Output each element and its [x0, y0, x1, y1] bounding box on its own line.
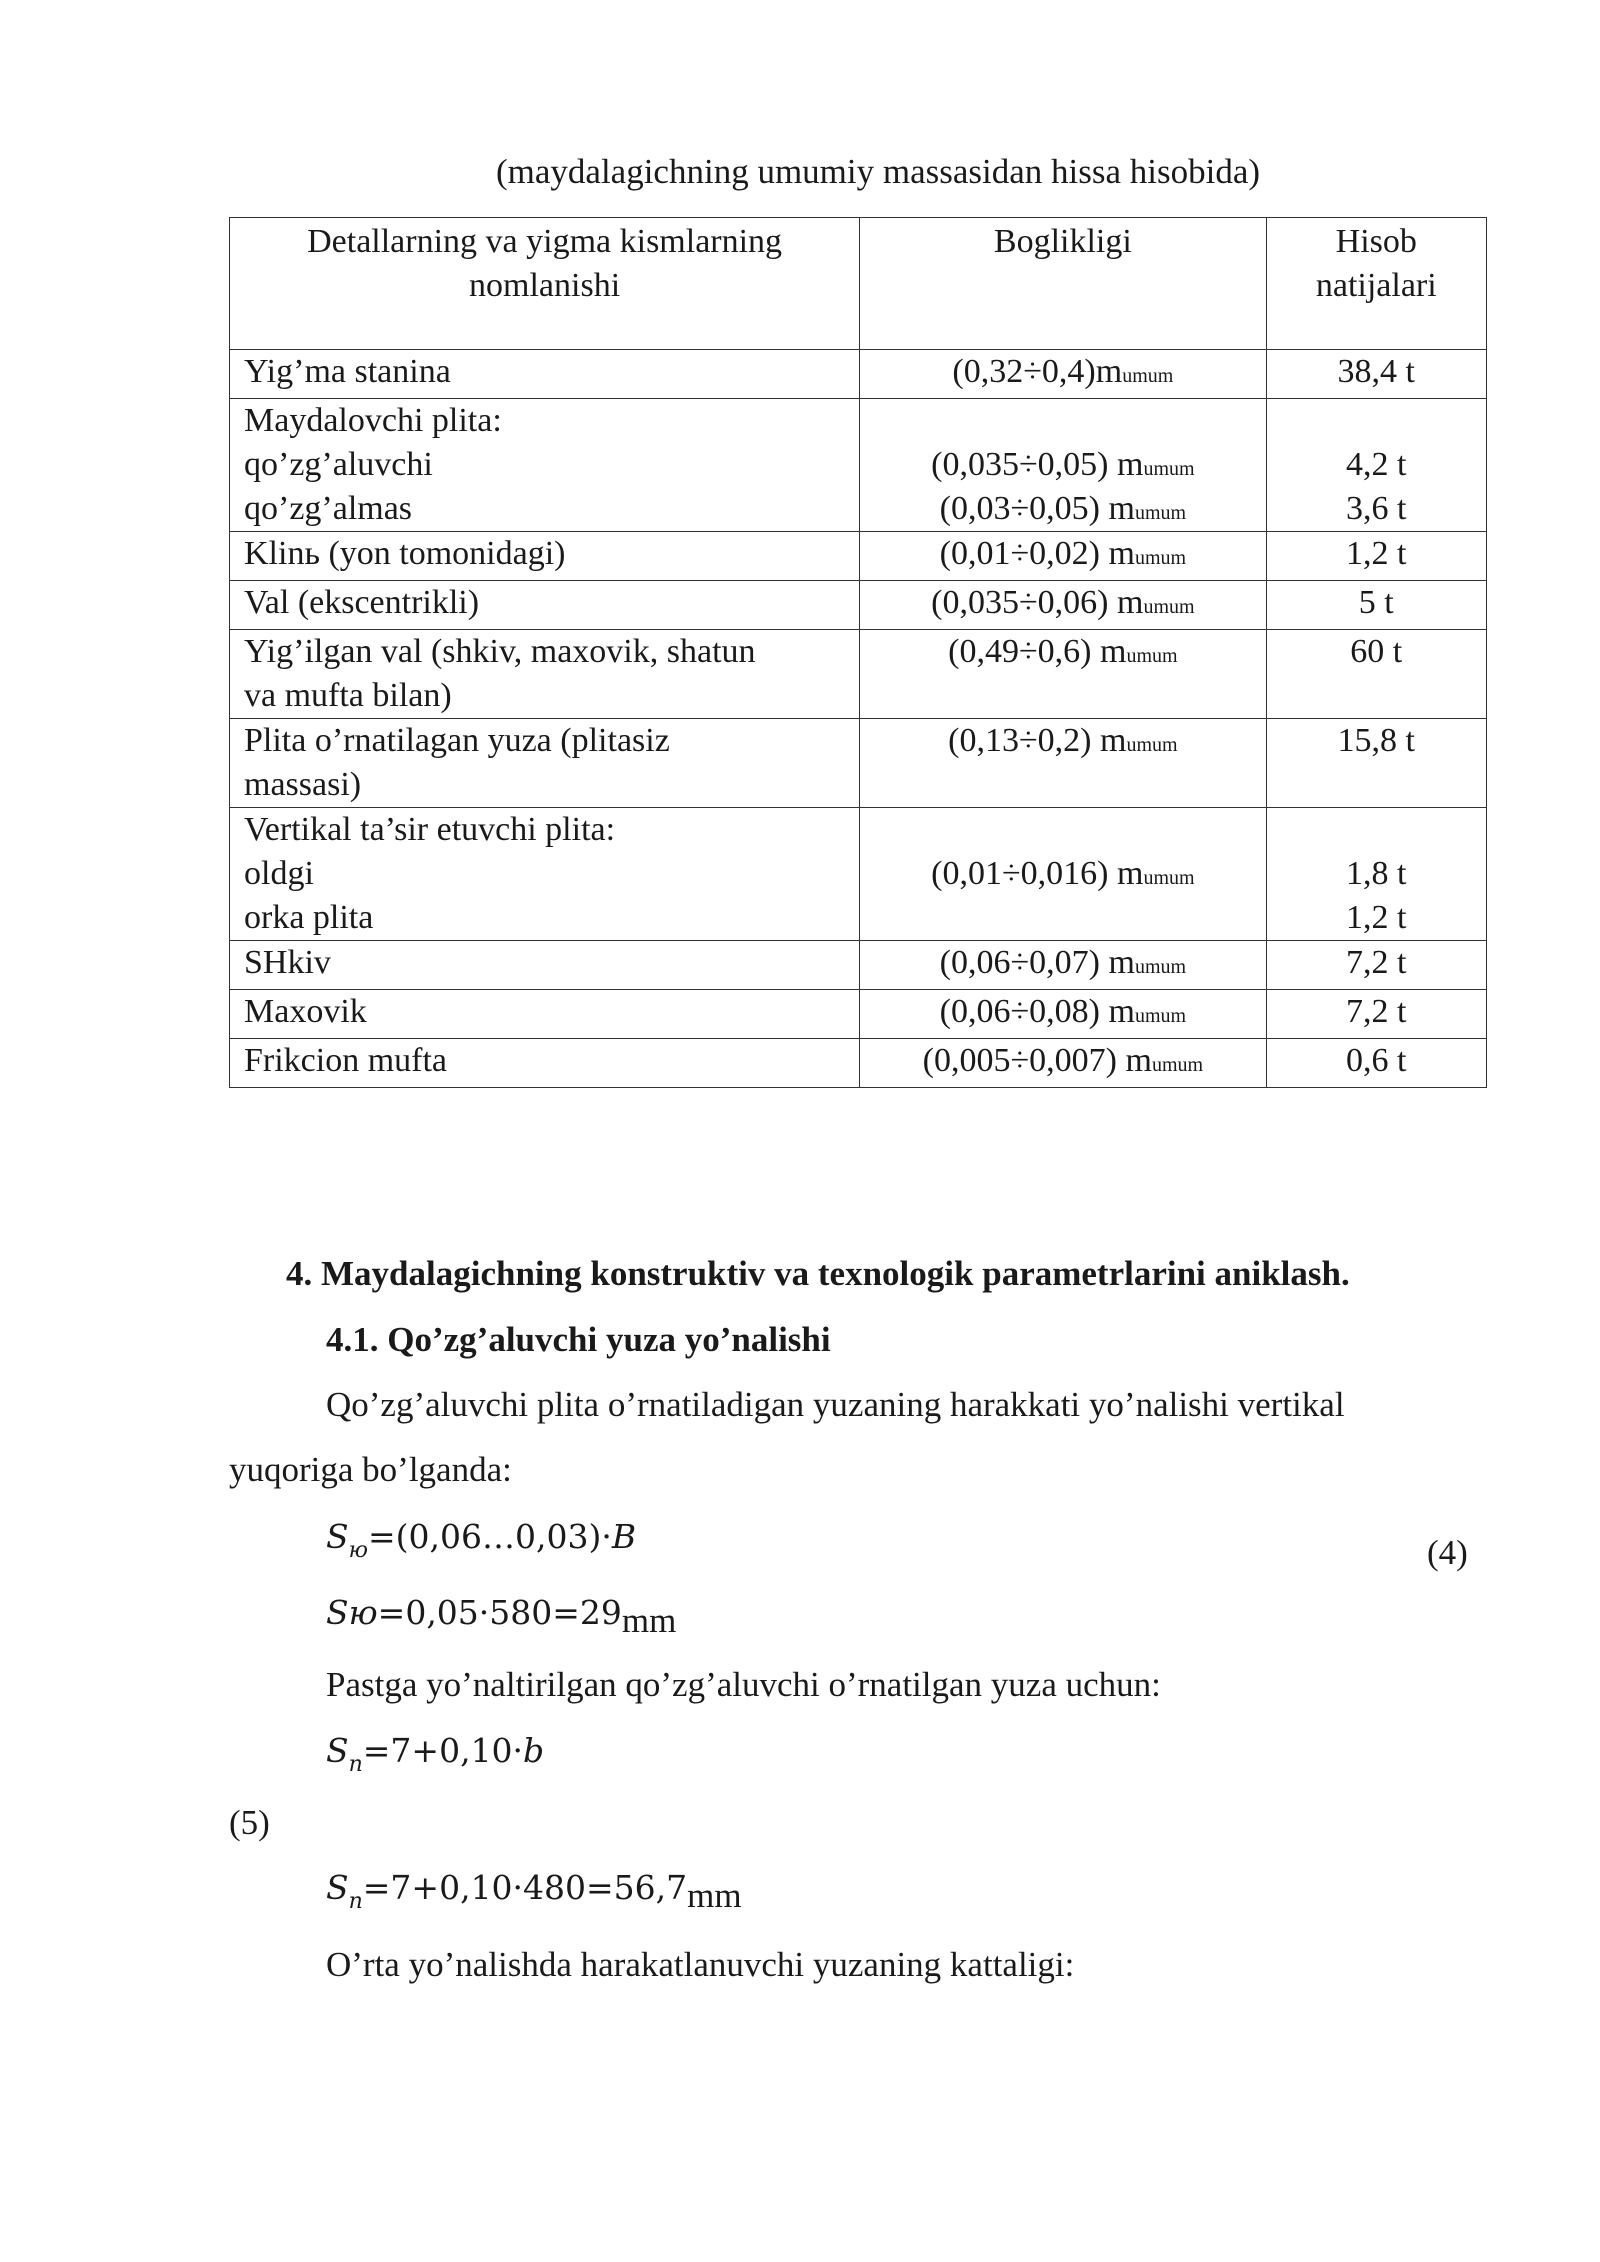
- row-formula: (0,06÷0,08) mumum: [860, 990, 1266, 1039]
- header-results: Hisob natijalari: [1266, 218, 1486, 350]
- row-result: 7,2 t: [1266, 941, 1486, 990]
- row-formula: (0,01÷0,016) mumum: [860, 808, 1266, 941]
- row-name: Frikcion mufta: [230, 1039, 860, 1088]
- row-result: 1,8 t 1,2 t: [1266, 808, 1486, 941]
- paragraph-3: O’rta yo’nalishda harakatlanuvchi yuzaning kattaligi:: [326, 1945, 1075, 1984]
- mass-table: [229, 217, 1487, 1088]
- paragraph-1-line-2: yuqoriga bo’lganda:: [229, 1450, 512, 1489]
- row-result: 15,8 t: [1266, 719, 1486, 808]
- section-heading: 4. Maydalagichning konstruktiv va texnologik parametrlarini aniklash.: [286, 1254, 1350, 1293]
- calculation-4: Sю=0,05·580=29mm: [326, 1593, 677, 1640]
- row-name: Plita o’rnatilagan yuza (plitasiz massasi): [230, 719, 860, 808]
- paragraph-2: Pastga yo’naltirilgan qo’zg’aluvchi o’rnatilgan yuza uchun:: [326, 1665, 1161, 1704]
- row-result: 0,6 t: [1266, 1039, 1486, 1088]
- row-name: Val (ekscentrikli): [230, 581, 860, 630]
- formula-4-number: (4): [1427, 1533, 1468, 1572]
- row-formula: (0,32÷0,4)mumum: [860, 350, 1266, 399]
- row-formula: (0,035÷0,05) mumum (0,03÷0,05) mumum: [860, 399, 1266, 532]
- row-formula: (0,49÷0,6) mumum: [860, 630, 1266, 719]
- formula-5-number: (5): [229, 1803, 270, 1842]
- table-header-row: [230, 218, 1487, 350]
- formula-5: $S_n=7+0,10\cdot b$: [326, 1731, 545, 1777]
- row-name: Yig’ma stanina: [230, 350, 860, 399]
- table-row: [230, 350, 1487, 399]
- table-row: [230, 719, 1487, 808]
- table-caption: (maydalagichning umumiy massasidan hissa hisobida): [496, 152, 1261, 191]
- row-result: 60 t: [1266, 630, 1486, 719]
- table-row: [230, 990, 1487, 1039]
- row-name: Maydalovchi plita: qo’zg’aluvchi qo’zg’almas: [230, 399, 860, 532]
- table-row: [230, 399, 1487, 532]
- row-result: 5 t: [1266, 581, 1486, 630]
- calculation-5: $S_n=7+0,10\cdot 480=56,7mm$: [326, 1868, 742, 1915]
- table-row: [230, 941, 1487, 990]
- row-formula: (0,01÷0,02) mumum: [860, 532, 1266, 581]
- row-result: 38,4 t: [1266, 350, 1486, 399]
- row-name: Maxovik: [230, 990, 860, 1039]
- table-row: [230, 1039, 1487, 1088]
- table-row: [230, 630, 1487, 719]
- table-row: [230, 532, 1487, 581]
- table-row: [230, 808, 1487, 941]
- header-name: Detallarning va yigma kismlarning nomlanishi: [230, 218, 860, 350]
- row-name: SHkiv: [230, 941, 860, 990]
- row-name: Vertikal ta’sir etuvchi plita: oldgi orka plita: [230, 808, 860, 941]
- paragraph-1-line-1: Qo’zg’aluvchi plita o’rnatiladigan yuzaning harakkati yo’nalishi vertikal: [326, 1385, 1345, 1424]
- row-result: 7,2 t: [1266, 990, 1486, 1039]
- row-formula: (0,13÷0,2) mumum: [860, 719, 1266, 808]
- row-result: 4,2 t 3,6 t: [1266, 399, 1486, 532]
- table-row: [230, 581, 1487, 630]
- header-dependency: Boglikligi: [860, 218, 1266, 350]
- formula-4: $S_ю=(0,06\dots 0,03)\cdot B$: [326, 1517, 637, 1563]
- subsection-heading: 4.1. Qo’zg’aluvchi yuza yo’nalishi: [326, 1320, 831, 1359]
- row-result: 1,2 t: [1266, 532, 1486, 581]
- row-formula: (0,06÷0,07) mumum: [860, 941, 1266, 990]
- row-name: Yig’ilgan val (shkiv, maxovik, shatun va mufta bilan): [230, 630, 860, 719]
- row-name: Klinь (yon tomonidagi): [230, 532, 860, 581]
- row-formula: (0,035÷0,06) mumum: [860, 581, 1266, 630]
- row-formula: (0,005÷0,007) mumum: [860, 1039, 1266, 1088]
